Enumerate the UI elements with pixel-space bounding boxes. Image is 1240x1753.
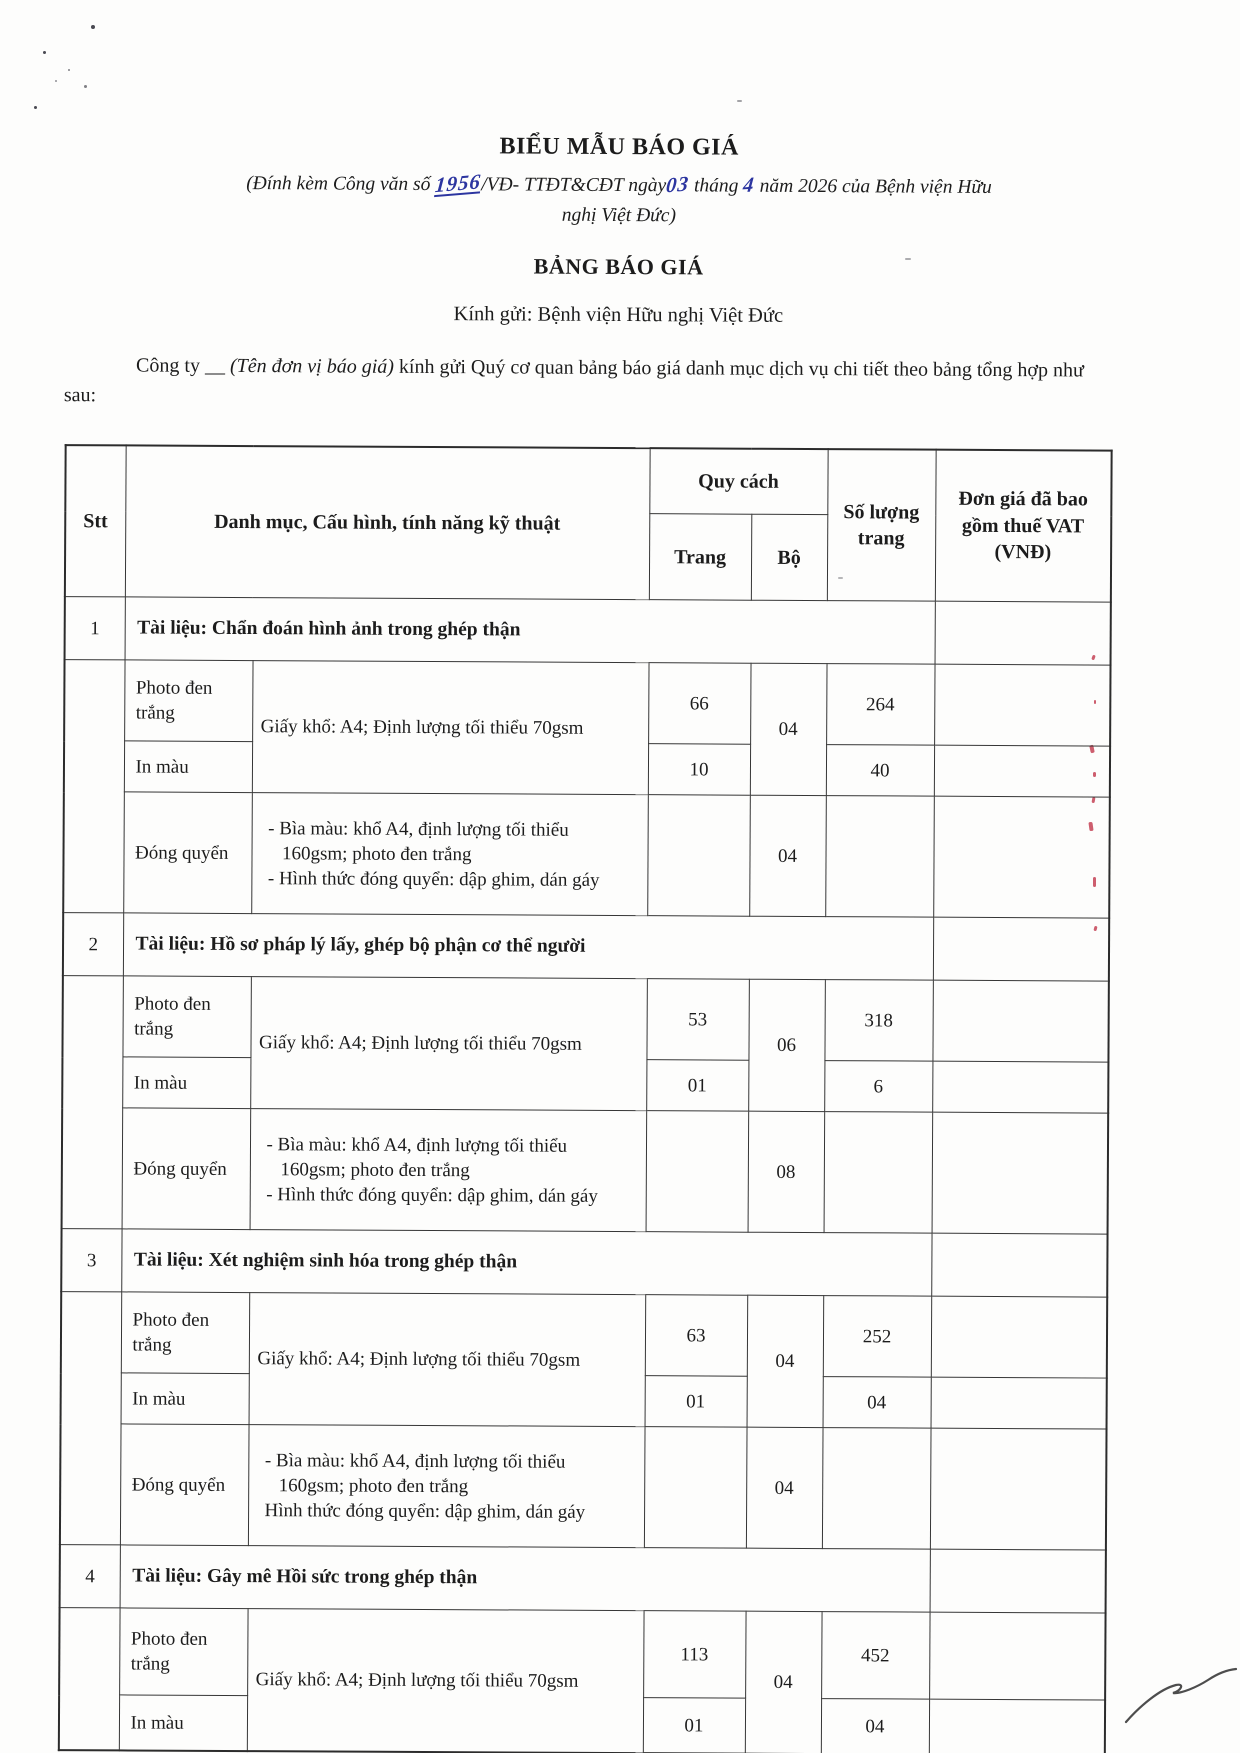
- total-pages-cell: 252: [823, 1296, 931, 1378]
- sets-cell: 08: [748, 1111, 825, 1232]
- photo-bw-row: [62, 976, 1108, 1062]
- item-label: Đóng quyển: [120, 1424, 249, 1546]
- section-title-row: [65, 597, 1111, 665]
- section-title: Tài liệu: Hồ sơ pháp lý lấy, ghép bộ phận cơ thể người: [123, 913, 933, 980]
- total-pages-cell: 318: [824, 980, 932, 1062]
- total-pages-cell: 6: [824, 1061, 932, 1113]
- unit-price-cell: [933, 917, 1109, 981]
- total-pages-cell: [824, 1112, 933, 1234]
- pages-cell: 113: [643, 1611, 745, 1699]
- intro-blank-line: __: [204, 354, 231, 377]
- unit-price-cell: [934, 745, 1110, 797]
- section-title-row: [60, 1545, 1106, 1613]
- section-title: Tài liệu: Gây mê Hồi sức trong ghép thận: [120, 1545, 930, 1612]
- binding-spec-cell: [250, 1109, 647, 1232]
- binding-row: [63, 792, 1110, 918]
- signature-squiggle: [1118, 1662, 1240, 1734]
- binding-spec-line: - Hình thức đóng quyển: dập ghim, dán gáy: [266, 1183, 598, 1207]
- subtitle-text: năm 2026 của Bệnh viện Hữu: [754, 175, 992, 198]
- pages-cell: [644, 1427, 747, 1549]
- item-label: Photo đen trắng: [122, 976, 250, 1058]
- header-cell-trang: Trang: [649, 514, 751, 601]
- paper-spec-cell: Giấy khổ: A4; Định lượng tối thiểu 70gsm: [252, 661, 649, 795]
- item-label: In màu: [119, 1695, 247, 1751]
- pages-cell: [647, 795, 750, 917]
- pages-cell: 10: [648, 744, 750, 796]
- stt-cell-empty: [62, 976, 123, 1229]
- total-pages-cell: [825, 796, 934, 918]
- section-title: Tài liệu: Chẩn đoán hình ảnh trong ghép thận: [125, 597, 935, 664]
- document-subtitle: [0, 166, 1239, 233]
- binding-spec-line: Hình thức đóng quyển: dập ghim, dán gáy: [264, 1499, 586, 1523]
- unit-price-cell: [933, 796, 1110, 918]
- handwritten-day: 03: [665, 171, 691, 198]
- section-title: Tài liệu: Xét nghiệm sinh hóa trong ghép thận: [121, 1229, 931, 1296]
- subtitle-text: tháng: [689, 175, 744, 197]
- sets-cell: 04: [746, 1427, 823, 1548]
- paper-spec-cell: Giấy khổ: A4; Định lượng tối thiểu 70gsm: [250, 977, 647, 1111]
- stt-cell: 1: [65, 597, 125, 660]
- item-label: In màu: [121, 1373, 249, 1425]
- header-cell-bo: Bộ: [751, 514, 827, 600]
- binding-row: [62, 1108, 1109, 1234]
- header-cell-don-gia: Đơn giá đã bao gồm thuế VAT (VNĐ): [935, 449, 1112, 602]
- item-label: In màu: [122, 1057, 250, 1109]
- unit-price-cell: [931, 1296, 1107, 1378]
- header-cell-so-luong-trang: Số lượng trang: [827, 449, 936, 602]
- stt-cell: 2: [63, 913, 123, 976]
- item-label: In màu: [124, 741, 252, 793]
- section-title-row: [61, 1229, 1107, 1297]
- price-quote-table: [58, 444, 1113, 1753]
- intro-rest: kính gửi Quý cơ quan bảng báo giá danh mục dịch vụ chi tiết theo bảng tổng hợp như sau:: [63, 355, 1084, 407]
- pages-cell: [646, 1111, 749, 1233]
- pages-cell: 01: [643, 1698, 745, 1753]
- intro-italic-note: (Tên đơn vị báo giá): [229, 354, 395, 378]
- quote-table-heading: BẢNG BÁO GIÁ: [533, 253, 704, 280]
- pages-cell: 01: [645, 1376, 747, 1428]
- photo-bw-row: [64, 660, 1110, 746]
- total-pages-cell: 04: [823, 1377, 931, 1429]
- binding-row: [60, 1424, 1107, 1550]
- document-title: BIỂU MẪU BÁO GIÁ: [499, 133, 739, 161]
- total-pages-cell: [822, 1428, 931, 1550]
- item-label: Đóng quyển: [123, 792, 252, 914]
- unit-price-cell: [932, 980, 1108, 1062]
- stt-cell-empty: [63, 660, 124, 913]
- photo-bw-row: [59, 1608, 1105, 1700]
- subtitle-text: /VĐ- TTĐT&CĐT ngày: [481, 174, 667, 197]
- section-title-row: [63, 913, 1109, 981]
- unit-price-cell: [929, 1699, 1105, 1753]
- sets-cell: 06: [748, 979, 825, 1111]
- item-label: Photo đen trắng: [121, 1292, 249, 1374]
- item-label: Đóng quyển: [122, 1108, 251, 1230]
- paper-spec-cell: Giấy khổ: A4; Định lượng tối thiểu 70gsm: [249, 1293, 646, 1427]
- unit-price-cell: [930, 1428, 1107, 1550]
- total-pages-cell: 264: [826, 664, 934, 746]
- subtitle-text: (Đính kèm Công văn số: [246, 173, 436, 196]
- unit-price-cell: [930, 1549, 1106, 1613]
- header-cell-danh-muc: Danh mục, Cấu hình, tính năng kỹ thuật: [125, 445, 650, 600]
- table-header-row-1: [65, 445, 1111, 516]
- header-cell-stt: Stt: [65, 445, 126, 597]
- stt-cell-empty: [59, 1608, 120, 1751]
- binding-spec-cell: [251, 793, 648, 916]
- sets-cell: 04: [745, 1611, 822, 1753]
- unit-price-cell: [931, 1377, 1107, 1429]
- item-label: Photo đen trắng: [124, 660, 252, 742]
- unit-price-cell: [934, 664, 1110, 746]
- stt-cell: 3: [61, 1229, 121, 1292]
- pages-cell: 01: [646, 1060, 748, 1112]
- total-pages-cell: 04: [821, 1699, 929, 1753]
- pages-cell: 66: [648, 663, 750, 745]
- handwritten-month: 4: [742, 172, 757, 198]
- photo-bw-row: [61, 1292, 1107, 1378]
- binding-spec-line: - Hình thức đóng quyển: dập ghim, dán gáy: [267, 867, 600, 891]
- paper-spec-cell: Giấy khổ: A4; Định lượng tối thiểu 70gsm: [247, 1609, 644, 1753]
- pages-cell: 63: [645, 1295, 747, 1377]
- sets-cell: 04: [749, 795, 826, 916]
- unit-price-cell: [932, 1061, 1108, 1113]
- binding-spec-line: - Bìa màu: khổ A4, định lượng tối thiểu 160gsm; photo đen trắng: [266, 1133, 568, 1181]
- salutation: Kính gửi: Bệnh viện Hữu nghị Việt Đức: [453, 302, 784, 327]
- stt-cell-empty: [60, 1292, 121, 1545]
- stt-cell: 4: [60, 1545, 120, 1608]
- unit-price-cell: [931, 1233, 1107, 1297]
- header-cell-quy-cach: Quy cách: [649, 448, 827, 515]
- sets-cell: 04: [747, 1295, 824, 1427]
- sets-cell: 04: [750, 663, 827, 795]
- subtitle-line2: nghị Việt Đức): [561, 204, 677, 226]
- total-pages-cell: 452: [821, 1612, 929, 1700]
- binding-spec-line: - Bìa màu: khổ A4, định lượng tối thiểu 160gsm; photo đen trắng: [264, 1449, 566, 1497]
- total-pages-cell: 40: [826, 745, 934, 797]
- binding-spec-line: - Bìa màu: khổ A4, định lượng tối thiểu 160gsm; photo đen trắng: [268, 817, 569, 865]
- binding-spec-cell: [248, 1425, 645, 1548]
- intro-lead: Công ty: [136, 354, 206, 377]
- item-label: Photo đen trắng: [119, 1608, 247, 1696]
- unit-price-cell: [929, 1612, 1105, 1700]
- handwritten-document-number: 1956: [434, 169, 483, 198]
- unit-price-cell: [932, 1112, 1109, 1234]
- unit-price-cell: [935, 601, 1111, 665]
- intro-paragraph: [64, 350, 1116, 416]
- pages-cell: 53: [646, 979, 748, 1061]
